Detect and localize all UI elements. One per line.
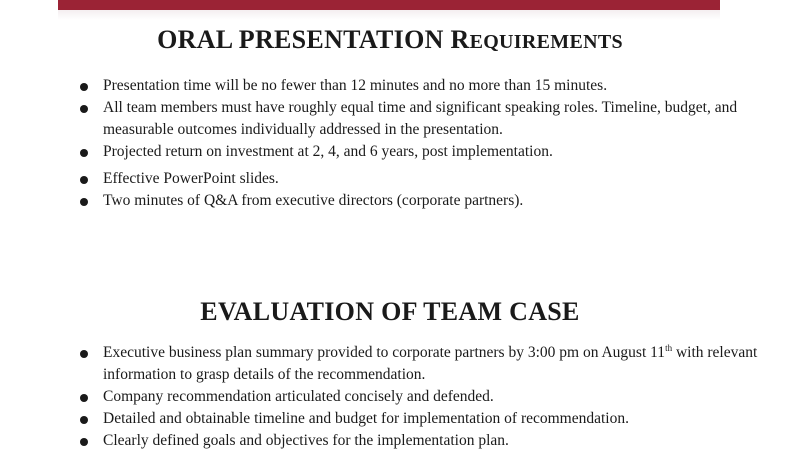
header-banner-fade (58, 10, 720, 20)
list-item-text: Presentation time will be no fewer than 12 minutes and no more than 15 minutes. (103, 77, 608, 94)
bullet-icon (80, 416, 88, 424)
list-item-text: Executive business plan summary provided to corporate partners by 3:00 pm on August 11 (103, 344, 666, 361)
list-item (0, 386, 760, 408)
list-item-text: All team members must have roughly equal time and significant speaking roles. Timeline, budget, and measurable outcomes individually addressed in the presentation. (103, 99, 738, 138)
list-item-text: Detailed and obtainable timeline and budget for implementation of recommendation. (103, 410, 629, 427)
bullet-icon (80, 176, 88, 184)
list-item (0, 75, 760, 97)
superscript-text: th (665, 342, 673, 353)
list-item-text: Two minutes of Q&A from executive directors (corporate partners). (103, 192, 524, 209)
bullet-icon (80, 198, 88, 206)
header-banner (58, 0, 720, 10)
list-item (0, 97, 760, 141)
list-item-text-continued: with relevant information to grasp details of the recommendation. (103, 344, 758, 383)
oral-presentation-list (0, 75, 760, 212)
bullet-icon (80, 83, 88, 91)
evaluation-list (0, 342, 760, 450)
heading-main-text: ORAL PRESENTATION R (157, 25, 470, 54)
section-heading-oral-presentation (0, 25, 780, 55)
list-item (0, 168, 760, 190)
bullet-icon (80, 438, 88, 446)
list-item (0, 141, 760, 163)
list-item-text: Clearly defined goals and objectives for the implementation plan. (103, 432, 509, 449)
bullet-icon (80, 350, 88, 358)
list-item-text: Projected return on investment at 2, 4, and 6 years, post implementation. (103, 143, 553, 160)
list-item (0, 190, 760, 212)
section-heading-evaluation: EVALUATION OF TEAM CASE (200, 297, 580, 326)
heading-small-caps-text: EQUIREMENTS (469, 31, 623, 53)
list-item-text: Effective PowerPoint slides. (103, 170, 279, 187)
list-item (0, 408, 760, 430)
list-item-text: Company recommendation articulated concisely and defended. (103, 388, 494, 405)
bullet-icon (80, 394, 88, 402)
bullet-icon (80, 105, 88, 113)
list-item (0, 430, 760, 450)
bullet-icon (80, 149, 88, 157)
list-item (0, 342, 760, 386)
